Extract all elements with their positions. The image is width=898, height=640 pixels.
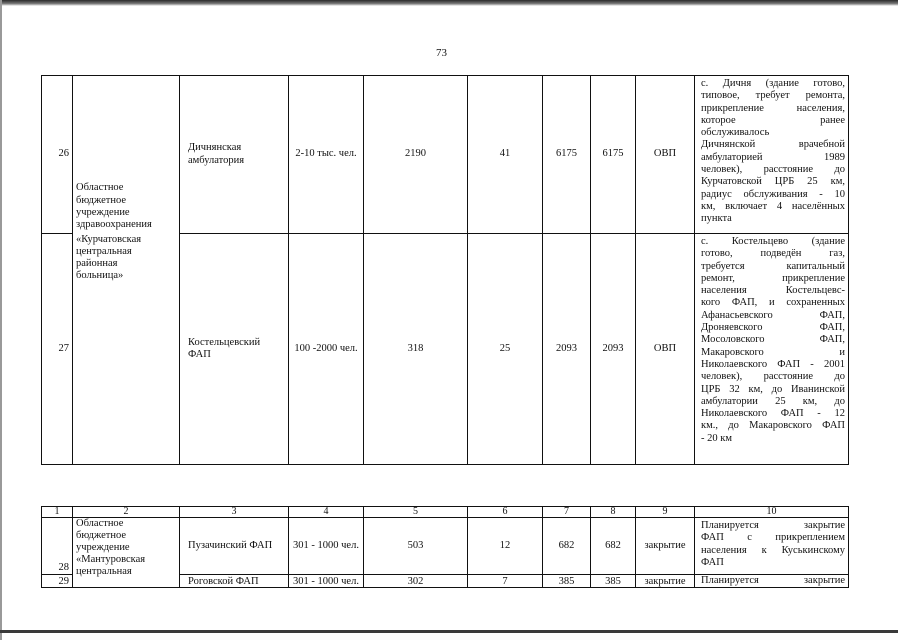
org-line: больница» — [76, 270, 124, 282]
column-header: 10 — [695, 507, 849, 518]
description-line: которое ранее — [701, 114, 845, 126]
description-line: амбулаторией 1989 — [701, 151, 845, 163]
column-header: 3 — [180, 507, 289, 518]
scan-top-edge — [0, 0, 898, 6]
description-line: радиус обслуживания - 10 — [701, 188, 845, 200]
facility-line: Костельцевский — [188, 336, 261, 348]
col5-value: 318 — [364, 234, 468, 465]
facility-type: ОВП — [636, 76, 695, 234]
page-number: 73 — [436, 47, 447, 59]
column-header: 8 — [591, 507, 636, 518]
col7-value: 6175 — [543, 76, 591, 234]
col7-value: 682 — [543, 518, 591, 575]
col6-value: 12 — [468, 518, 543, 575]
facility-line: ФАП — [188, 349, 211, 360]
facility-action: закрытие — [636, 518, 695, 575]
column-header: 4 — [289, 507, 364, 518]
description-line: требуется капитальный — [701, 260, 845, 272]
row-number: 29 — [42, 575, 73, 588]
description-line: Планируется закрытие — [701, 575, 845, 586]
description-line: прикрепление населения, — [701, 102, 845, 114]
org-line: учреждение — [76, 542, 130, 553]
org-line: центральная — [76, 245, 132, 257]
description-line: ФАП с прикреплением — [701, 532, 845, 544]
column-header: 7 — [543, 507, 591, 518]
col8-value: 385 — [591, 575, 636, 588]
description-line: км., до Макаровского ФАП — [701, 420, 845, 432]
row-number: 28 — [42, 518, 73, 575]
description-line: населения Костельцевс- — [701, 285, 845, 297]
description-line: км, включает 4 населённых — [701, 200, 845, 212]
col6-value: 41 — [468, 76, 543, 234]
description-line: Афанасьевского ФАП, — [701, 309, 845, 321]
org-line: бюджетное — [76, 194, 127, 206]
org-line: районная — [76, 258, 118, 270]
description-line: кого ФАП, и сохраненных — [701, 297, 845, 309]
org-line: бюджетное — [76, 530, 127, 541]
facility-name: Пузачинский ФАП — [180, 518, 289, 575]
col7-value: 2093 — [543, 234, 591, 465]
org-line: учреждение — [76, 206, 130, 218]
org-line: Областное — [76, 182, 124, 194]
table-row — [42, 234, 849, 465]
description-line: человек), расстояние до — [701, 164, 845, 176]
organization-cell — [73, 518, 180, 588]
column-header: 6 — [468, 507, 543, 518]
description-line: обслуживалось — [701, 127, 770, 139]
organization-cell-continued — [73, 234, 180, 465]
description-line: ремонт, прикрепление — [701, 272, 845, 284]
org-line: Областное — [76, 518, 124, 529]
facilities-table-top — [41, 75, 849, 465]
description-line: готово, подведён газ, — [701, 248, 845, 260]
column-header: 9 — [636, 507, 695, 518]
description-line: Мосоловского ФАП, — [701, 334, 845, 346]
facilities-table-bottom — [41, 506, 849, 588]
description-cell — [695, 76, 849, 234]
facility-name — [180, 234, 289, 465]
description-line: пункта — [701, 213, 732, 225]
population-category: 2-10 тыс. чел. — [289, 76, 364, 234]
description-line: Николаевского ФАП - 12 — [701, 408, 845, 420]
col5-value: 302 — [364, 575, 468, 588]
description-line: Дроняевского ФАП, — [701, 322, 845, 334]
column-header: 1 — [42, 507, 73, 518]
column-header: 5 — [364, 507, 468, 518]
description-line: Макаровского и — [701, 346, 845, 358]
facility-line: Дичнянская — [188, 142, 242, 154]
org-line: «Мантуровская — [76, 554, 146, 565]
facility-line: амбулатория — [188, 154, 245, 166]
header-row — [42, 507, 849, 518]
col7-value: 385 — [543, 575, 591, 588]
col8-value: 6175 — [591, 76, 636, 234]
description-line: населения к Куськинскому — [701, 544, 845, 556]
description-cell — [695, 518, 849, 575]
description-line: Курчатовской ЦРБ 25 км, — [701, 176, 845, 188]
description-line: - 20 км — [701, 432, 732, 444]
column-header: 2 — [73, 507, 180, 518]
table-row — [42, 518, 849, 575]
col8-value: 682 — [591, 518, 636, 575]
description-line: ФАП — [701, 556, 724, 568]
org-line: «Курчатовская — [76, 233, 142, 245]
population-category: 301 - 1000 чел. — [289, 518, 364, 575]
org-line: центральная — [76, 566, 132, 577]
col8-value: 2093 — [591, 234, 636, 465]
description-line: ЦРБ 32 км, до Иванинской — [701, 383, 845, 395]
description-line: с. Костельцево (здание — [701, 236, 845, 247]
facility-type: ОВП — [636, 234, 695, 465]
organization-cell — [73, 76, 180, 234]
facility-name — [180, 76, 289, 234]
description-cell — [695, 575, 849, 588]
description-line: Планируется закрытие — [701, 520, 845, 531]
description-line: человек), расстояние до — [701, 371, 845, 383]
col6-value: 7 — [468, 575, 543, 588]
org-line: здравоохранения — [76, 219, 152, 231]
description-line: Дичнянской врачебной — [701, 139, 845, 151]
population-category: 301 - 1000 чел. — [289, 575, 364, 588]
table-row — [42, 76, 849, 234]
row-number: 26 — [42, 76, 73, 234]
facility-action: закрытие — [636, 575, 695, 588]
description-line: типовое, требует ремонта, — [701, 90, 845, 102]
description-line: Николаевского ФАП - 2001 — [701, 358, 845, 370]
scan-left-edge — [0, 0, 2, 640]
facility-name: Роговской ФАП — [180, 575, 289, 588]
row-number: 27 — [42, 234, 73, 465]
col5-value: 503 — [364, 518, 468, 575]
description-line: амбулатории 25 км, до — [701, 395, 845, 407]
col6-value: 25 — [468, 234, 543, 465]
col5-value: 2190 — [364, 76, 468, 234]
scan-bottom-edge — [0, 630, 898, 633]
population-category: 100 -2000 чел. — [289, 234, 364, 465]
description-line: с. Дичня (здание готово, — [701, 78, 845, 89]
description-cell — [695, 234, 849, 465]
